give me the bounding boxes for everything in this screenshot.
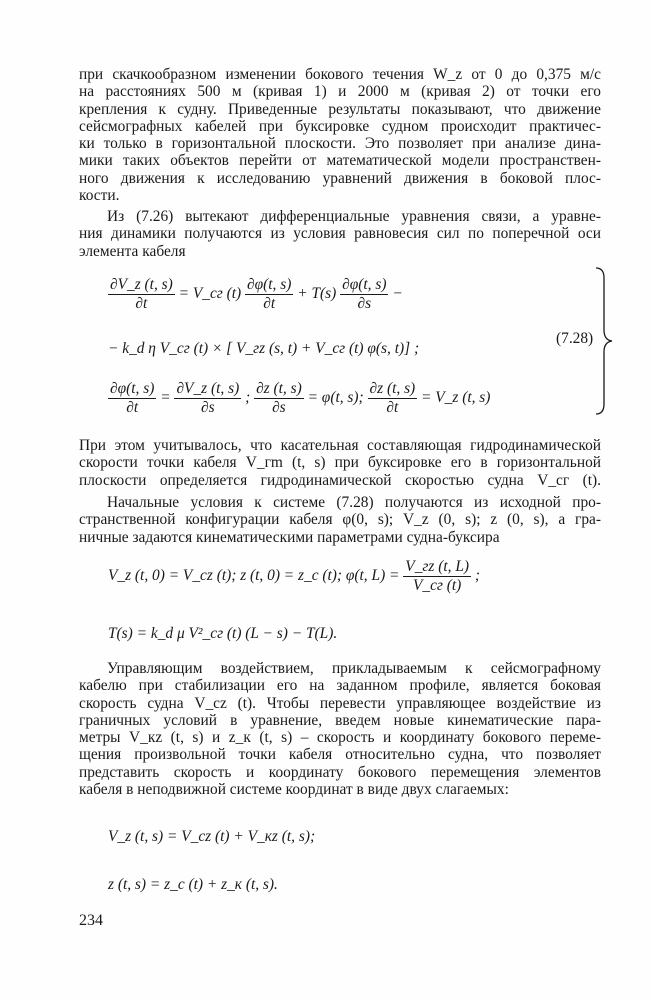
numerator: ∂φ(t, s) bbox=[110, 380, 155, 397]
equation-term: = V_сг (t) bbox=[178, 285, 242, 303]
fraction bbox=[245, 276, 293, 313]
tension-equation bbox=[108, 625, 337, 643]
text-line: метры V_кz (t, s) и z_к (t, s) – скорость и координату бокового переме- bbox=[79, 729, 601, 747]
numerator: ∂z (t, s) bbox=[369, 380, 416, 397]
text-line: плоскости определяется гидродинамической скоростью судна V_сг (t). bbox=[79, 471, 601, 489]
denominator: ∂t bbox=[126, 399, 139, 416]
fraction bbox=[174, 380, 241, 417]
text-line: Начальные условия к системе (7.28) получаются из исходной про- bbox=[107, 494, 601, 511]
equation-term: − k_d η V_сг (t) × [ V_гz (s, t) + V_сг (t) φ(s, t)] ; bbox=[108, 340, 420, 357]
paragraph-5 bbox=[79, 660, 601, 798]
denominator: ∂t bbox=[135, 295, 148, 312]
equation-line-3 bbox=[108, 380, 490, 417]
equation-term: + T(s) bbox=[297, 285, 337, 303]
numerator: ∂φ(t, s) bbox=[342, 276, 387, 293]
equation-term: T(s) = k_d μ V²_сг (t) (L − s) − T(L). bbox=[108, 625, 338, 642]
numerator: ∂φ(t, s) bbox=[247, 276, 292, 293]
numerator: ∂V_z (t, s) bbox=[176, 380, 240, 397]
text-line: Управляющим воздействием, прикладываемым к сейсмографному bbox=[107, 660, 601, 677]
equation-line-1 bbox=[108, 276, 403, 313]
equation-term: = φ(t, s); bbox=[307, 389, 364, 407]
equation-term: V_z (t, s) = V_cz (t) + V_кz (t, s); bbox=[108, 828, 316, 845]
equation-term: ; bbox=[245, 389, 251, 407]
equation-term: ; bbox=[474, 567, 481, 585]
paragraph-2 bbox=[79, 208, 601, 260]
text-line: крепления к судну. Приведенные результаты показывают, что движение bbox=[79, 100, 601, 118]
equation-term: z (t, s) = z_c (t) + z_к (t, s). bbox=[108, 876, 278, 893]
text-line: скорости точки кабеля V_гm (t, s) при буксировке его в горизонтальной bbox=[79, 454, 601, 472]
fraction bbox=[108, 276, 175, 313]
text-line: ния динамики получаются из условия равновесия сил по поперечной оси bbox=[79, 225, 601, 243]
denominator: ∂s bbox=[357, 295, 372, 312]
right-brace bbox=[594, 266, 614, 416]
text-line: кабелю при стабилизации его на заданном профиле, является боковая bbox=[79, 677, 601, 695]
equation-number: (7.28) bbox=[556, 330, 594, 347]
text-line: сейсмографных кабелей при буксировке судном происходит практичес- bbox=[79, 117, 601, 135]
text-line: скорость судна V_cz (t). Чтобы перевести управляющее воздействие из bbox=[79, 694, 601, 712]
boundary-conditions-equation bbox=[108, 558, 480, 595]
text-line: Из (7.26) вытекают дифференциальные уравнения связи, а уравне- bbox=[107, 208, 601, 225]
paragraph-1 bbox=[79, 66, 601, 204]
paragraph-4 bbox=[79, 494, 601, 546]
denominator: ∂t bbox=[263, 295, 276, 312]
fraction bbox=[368, 380, 418, 417]
equation-term: = V_z (t, s) bbox=[421, 389, 491, 407]
denominator: ∂s bbox=[272, 399, 286, 416]
text-line: щения произвольной точки кабеля относительно судна, что позволяет bbox=[79, 746, 601, 764]
fraction bbox=[108, 380, 156, 417]
text-line: ничные задаются кинематическими параметрами судна-буксира bbox=[79, 528, 500, 546]
equation-term: − bbox=[392, 285, 403, 303]
numerator: ∂z (t, s) bbox=[256, 380, 302, 397]
velocity-decomposition-equation bbox=[108, 828, 315, 846]
text-line: странственной конфигурации кабеля φ(0, s); V_z (0, s); z (0, s), а гра- bbox=[79, 511, 601, 529]
numerator: ∂V_z (t, s) bbox=[110, 276, 173, 293]
text-line: При этом учитывалось, что касательная составляющая гидродинамической bbox=[79, 437, 601, 454]
text-line: ки только в горизонтальной плоскости. Это позволяет при анализе дина- bbox=[79, 135, 601, 153]
paragraph-3 bbox=[79, 437, 601, 489]
denominator: ∂t bbox=[386, 399, 399, 416]
text-line: кости. bbox=[79, 187, 120, 205]
text-line: представить скорость и координату бокового перемещения элементов bbox=[79, 763, 601, 781]
text-line: кабеля в неподвижной системе координат в виде двух слагаемых: bbox=[79, 781, 509, 799]
fraction bbox=[403, 558, 471, 595]
text-line: мики таких объектов перейти от математической модели пространствен- bbox=[79, 152, 601, 170]
denominator: V_сг (t) bbox=[413, 577, 462, 594]
text-line: граничных условий в уравнение, введем новые кинематические пара- bbox=[79, 711, 601, 729]
numerator: V_гz (t, L) bbox=[405, 558, 470, 575]
text-line: ного движения к исследованию уравнений движения в боковой плос- bbox=[79, 169, 601, 187]
text-line: на расстояниях 500 м (кривая 1) и 2000 м (кривая 2) от точки его bbox=[79, 83, 601, 101]
denominator: ∂s bbox=[201, 399, 215, 416]
fraction bbox=[340, 276, 388, 313]
equation-term: = bbox=[160, 389, 171, 407]
coordinate-decomposition-equation bbox=[108, 876, 278, 894]
text-line: элемента кабеля bbox=[79, 242, 186, 260]
text-line: при скачкообразном изменении бокового течения W_z от 0 до 0,375 м/с bbox=[79, 66, 601, 83]
equation-line-2 bbox=[108, 340, 419, 358]
page-number: 234 bbox=[79, 912, 103, 929]
equation-term: V_z (t, 0) = V_cz (t); z (t, 0) = z_c (t); φ(t, L) = bbox=[108, 567, 400, 585]
fraction bbox=[254, 380, 304, 417]
